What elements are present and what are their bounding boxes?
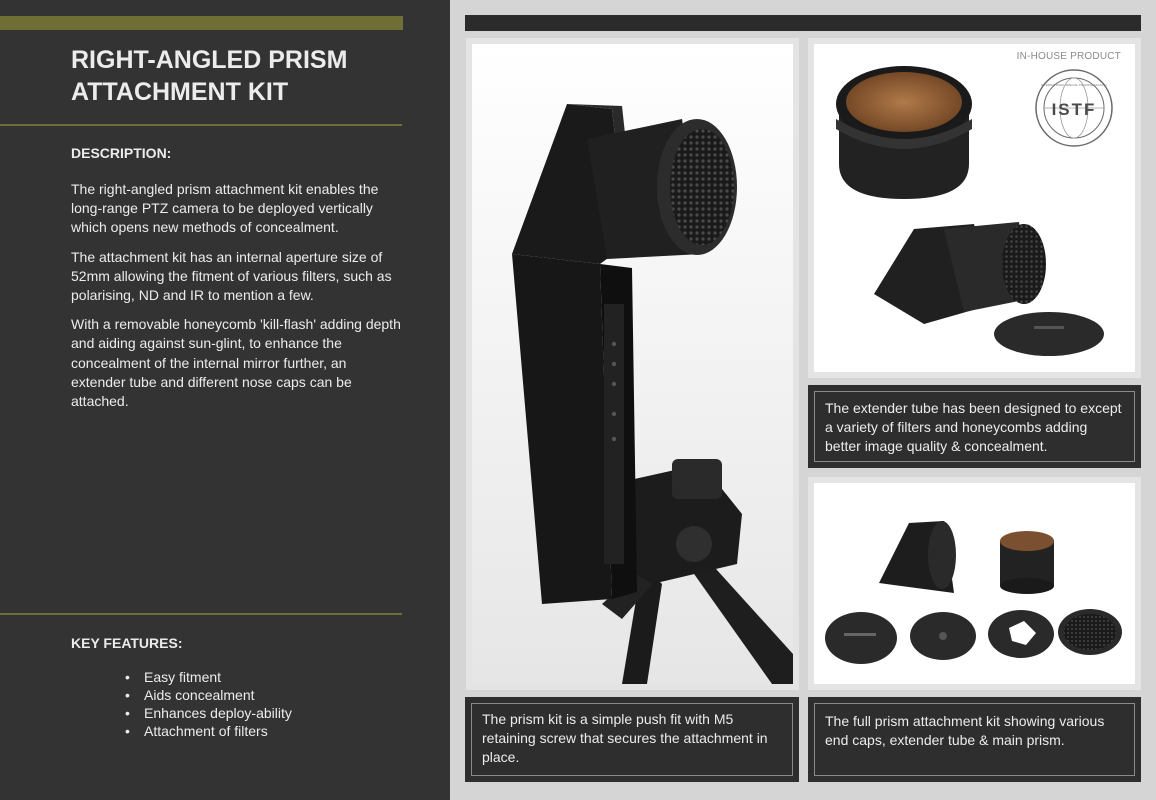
extender-tube-caption <box>808 385 1141 468</box>
full-kit-photo <box>808 477 1141 690</box>
features-heading: KEY FEATURES: <box>71 635 183 651</box>
description-paragraph: With a removable honeycomb 'kill-flash' adding depth and aiding against sun-glint, to enhance the concealment of the internal mirror further, an extender tube and different nose caps can be attached. <box>71 316 401 410</box>
caption-text: The prism kit is a simple push fit with M5 retaining screw that secures the attachment in place. <box>482 711 768 765</box>
prism-tripod-image <box>472 44 793 684</box>
description-paragraph: The right-angled prism attachment kit enables the long-range PTZ camera to be deployed vertically which opens new methods of concealment. <box>71 181 379 236</box>
description-paragraph: The attachment kit has an internal aperture size of 52mm allowing the fitment of various filters, such as polarising, ND and IR to mention a few. <box>71 248 392 304</box>
top-bar <box>465 15 1141 31</box>
list-item <box>125 722 292 740</box>
prism-kit-caption <box>465 697 799 782</box>
bullet-icon: • <box>125 687 130 703</box>
istf-logo <box>1034 68 1114 148</box>
page-title: RIGHT-ANGLED PRISM ATTACHMENT KIT <box>71 46 348 106</box>
list-item <box>125 704 292 722</box>
feature-label: Aids concealment <box>144 687 255 703</box>
bullet-icon: • <box>125 705 130 721</box>
left-panel <box>0 0 450 800</box>
full-kit-image <box>814 483 1135 684</box>
divider <box>0 613 402 615</box>
description-heading: DESCRIPTION: <box>71 145 172 161</box>
bullet-icon: • <box>125 669 130 685</box>
accent-bar <box>0 16 403 30</box>
list-item <box>125 686 292 704</box>
full-kit-caption <box>808 697 1141 782</box>
features-list <box>125 668 292 740</box>
logo-ring-text: INTERNATIONAL SPECIAL TRAINING FACILITY <box>1040 83 1108 87</box>
feature-label: Easy fitment <box>144 669 222 685</box>
in-house-label: IN-HOUSE PRODUCT <box>1016 51 1121 62</box>
caption-text: The full prism attachment kit showing various end caps, extender tube & main prism. <box>825 713 1105 748</box>
feature-label: Attachment of filters <box>144 723 268 739</box>
list-item <box>125 668 292 686</box>
caption-text: The extender tube has been designed to except a variety of filters and honeycombs adding better image quality & concealment. <box>825 400 1122 454</box>
logo-text: ISTF <box>1051 100 1097 119</box>
extender-tube-photo <box>808 38 1141 378</box>
description-text <box>71 180 401 421</box>
divider <box>0 124 402 126</box>
right-panel <box>450 0 1156 800</box>
prism-tripod-photo <box>466 38 799 690</box>
bullet-icon: • <box>125 723 130 739</box>
feature-label: Enhances deploy-ability <box>144 705 292 721</box>
